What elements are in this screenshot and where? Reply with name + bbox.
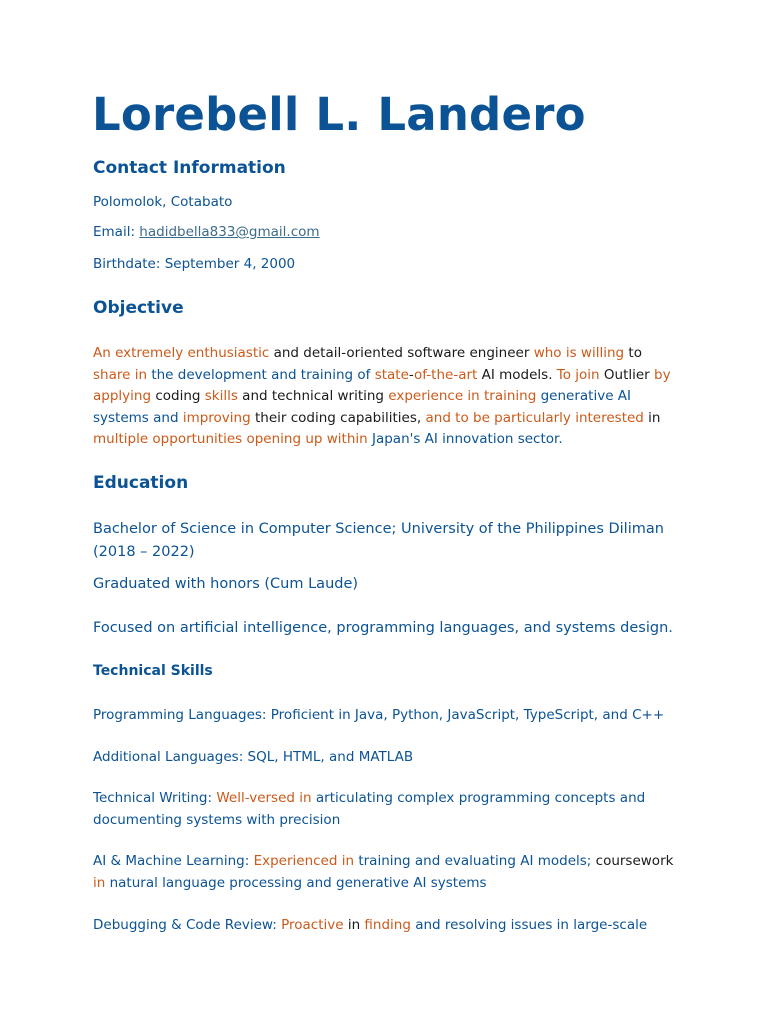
text-segment: in <box>343 917 365 933</box>
text-segment: by applying <box>93 366 671 404</box>
text-segment: and resolving issues in large-scale <box>410 917 648 933</box>
text-segment: An extremely enthusiastic <box>93 345 270 361</box>
contact-email-row <box>93 224 320 240</box>
contact-location: Polomolok, Cotabato <box>93 194 233 210</box>
email-label: Email: <box>93 224 140 240</box>
text-segment: to <box>624 345 642 361</box>
text-segment: Experienced in <box>253 853 355 869</box>
text-segment: and technical writing <box>237 388 389 404</box>
text-segment: - <box>408 366 415 383</box>
text-segment: of-the-art <box>414 366 478 383</box>
education-degree: Bachelor of Science in Computer Science; University of the Philippines Diliman (2018 – 2022) <box>93 521 664 560</box>
text-segment: in <box>643 409 661 426</box>
text-segment: natural language processing and generative AI systems <box>105 874 487 891</box>
text-segment: Technical Writing: <box>93 790 217 806</box>
text-segment: coding <box>151 388 205 404</box>
text-segment: experience in training <box>388 388 537 404</box>
text-segment: AI & Machine Learning: <box>93 853 254 869</box>
text-segment: in <box>93 874 106 891</box>
skill-additional: Additional Languages: SQL, HTML, and MATLAB <box>93 749 414 765</box>
text-segment: Debugging & Code Review: <box>93 917 282 933</box>
text-segment: Japan's AI innovation sector. <box>367 431 563 447</box>
text-segment: AI models. <box>477 366 557 383</box>
text-segment: generative AI systems and <box>93 388 632 426</box>
text-segment: training and evaluating AI models; <box>354 853 596 869</box>
education-heading: Education <box>93 473 189 493</box>
text-segment: Proactive <box>281 917 344 933</box>
contact-birthdate: Birthdate: September 4, 2000 <box>93 256 296 272</box>
skill-debugging <box>93 915 678 937</box>
contact-heading: Contact Information <box>93 158 286 178</box>
resume-name: Lorebell L. Landero <box>92 88 586 141</box>
skills-heading: Technical Skills <box>93 663 213 679</box>
skill-ml <box>93 851 678 894</box>
education-honors: Graduated with honors (Cum Laude) <box>93 576 359 592</box>
text-segment: improving <box>182 409 251 426</box>
objective-paragraph <box>93 343 678 451</box>
text-segment: Outlier <box>599 366 655 383</box>
education-focus: Focused on artificial intelligence, programming languages, and systems design. <box>93 620 673 636</box>
text-segment: share in <box>93 366 148 383</box>
text-segment: coursework <box>595 853 674 869</box>
objective-heading: Objective <box>93 298 184 318</box>
text-segment: finding <box>364 917 411 933</box>
email-link[interactable]: hadidbella833@gmail.com <box>139 224 320 240</box>
text-segment: To join <box>556 366 600 383</box>
text-segment: skills <box>204 388 238 404</box>
text-segment: articulating complex programming concepts and documenting systems with precision <box>93 790 646 828</box>
skill-writing <box>93 788 678 831</box>
text-segment: multiple opportunities opening up within <box>93 431 368 447</box>
skill-programming: Programming Languages: Proficient in Java, Python, JavaScript, TypeScript, and C++ <box>93 707 665 723</box>
text-segment: and to be particularly interested <box>425 409 644 426</box>
text-segment: their coding capabilities, <box>250 409 426 426</box>
text-segment: state <box>374 366 409 383</box>
text-segment: and detail-oriented software engineer <box>269 345 534 361</box>
text-segment: who is willing <box>533 345 625 361</box>
text-segment: Well-versed in <box>216 790 312 806</box>
text-segment: the development and training of <box>147 366 375 383</box>
